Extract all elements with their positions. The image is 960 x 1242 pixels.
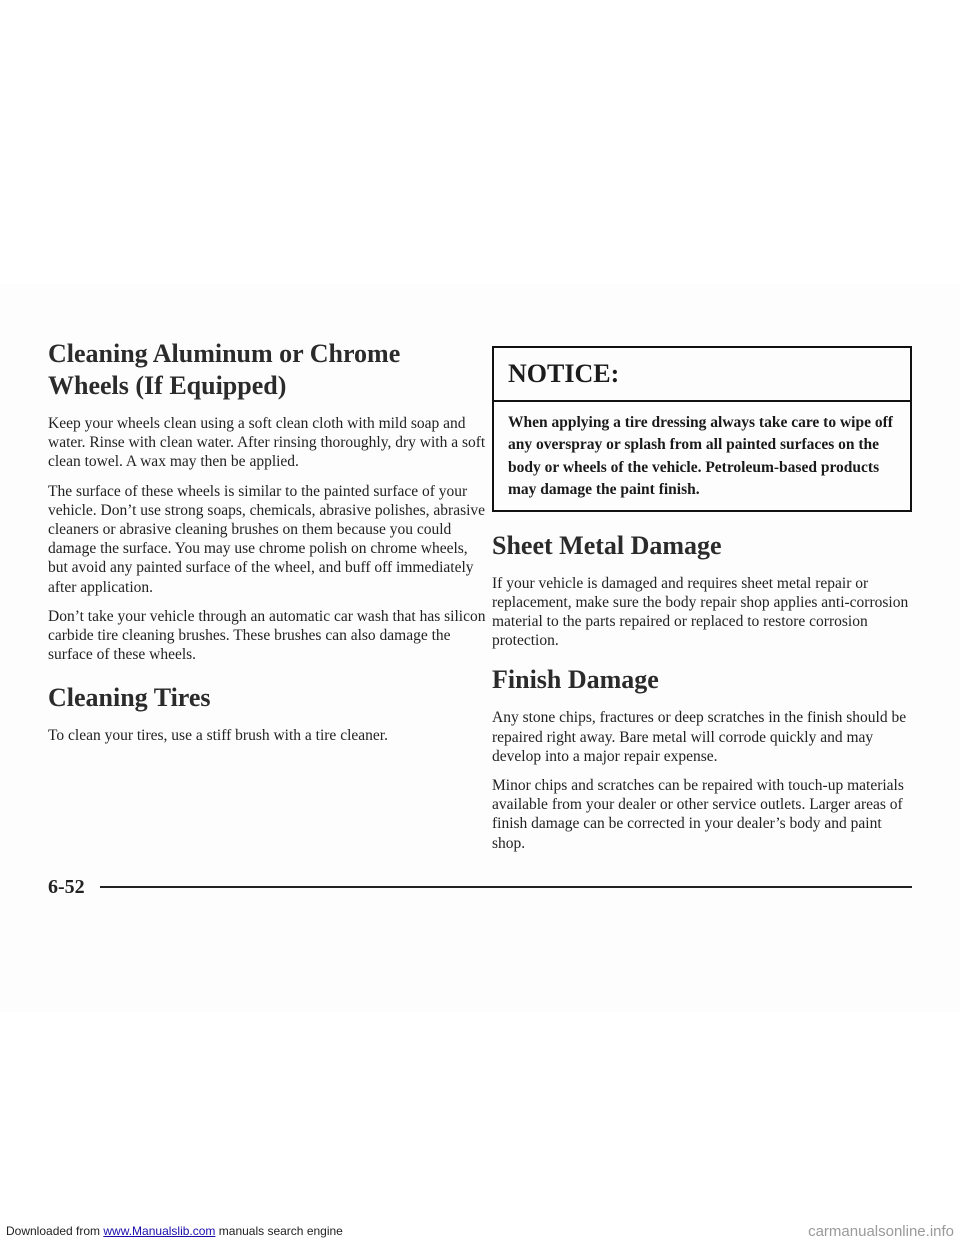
manualslib-link[interactable]: www.Manualslib.com <box>103 1224 216 1238</box>
paragraph: To clean your tires, use a stiff brush with a tire cleaner. <box>48 727 388 745</box>
download-bar <box>0 1220 960 1242</box>
notice-text: When applying a tire dressing always take care to wipe off any overspray or splash from all painted surfaces on the body or wheels of the vehicle. Petroleum-based products may damage the paint finish. <box>508 414 893 499</box>
paragraph: Don’t take your vehicle through an automatic car wash that has silicon carbide tire cleaning brushes. These brushes can also damage the surface of these wheels. <box>48 607 486 664</box>
notice-heading: NOTICE: <box>494 348 910 402</box>
paragraph: The surface of these wheels is similar to the painted surface of your vehicle. Don’t use strong soaps, chemicals, abrasive polishes, abrasive cleaners or abrasive cleaning brushes on them because you could damage the surface. You may use chrome polish on chrome wheels, but avoid any painted surface of the wheel, and buff off immediately after application. <box>48 482 486 596</box>
left-column <box>48 338 488 756</box>
paragraph: Minor chips and scratches can be repaired with touch-up materials available from your dealer or other service outlets. Larger areas of finish damage can be corrected in your dealer’s body and paint shop. <box>492 777 904 852</box>
heading-finish-damage: Finish Damage <box>492 665 659 695</box>
paragraph: Keep your wheels clean using a soft clean cloth with mild soap and water. Rinse with clean water. After rinsing thoroughly, dry with a soft clean towel. A wax may then be applied. <box>48 415 486 471</box>
right-column <box>492 346 912 863</box>
heading-cleaning-wheels: Cleaning Aluminum or Chrome Wheels (If Equipped) <box>48 339 401 400</box>
download-credit: Downloaded from www.Manualslib.com manuals search engine <box>6 1224 343 1238</box>
heading-sheet-metal-damage: Sheet Metal Damage <box>492 530 722 560</box>
watermark: carmanualsonline.info <box>808 1222 954 1240</box>
footer-rule <box>100 886 912 888</box>
paragraph: If your vehicle is damaged and requires sheet metal repair or replacement, make sure the body repair shop applies anti-corrosion material to the parts repaired or replaced to restore corrosion protection. <box>492 574 909 650</box>
heading-cleaning-tires: Cleaning Tires <box>48 683 211 713</box>
paragraph: Any stone chips, fractures or deep scratches in the finish should be repaired right away. Bare metal will corrode quickly and may develop into a major repair expense. <box>492 709 907 765</box>
page-number: 6-52 <box>48 876 85 898</box>
notice-box <box>492 346 912 512</box>
